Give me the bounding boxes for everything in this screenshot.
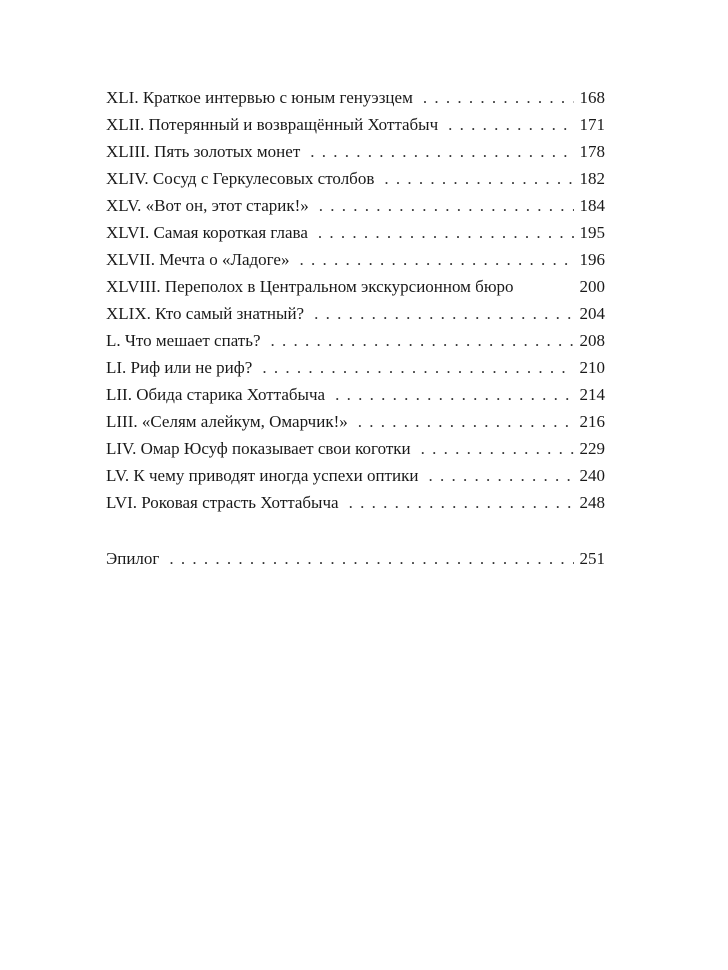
toc-entry-lv bbox=[106, 462, 605, 489]
toc-entry-xliv bbox=[106, 165, 605, 192]
toc-entry-xlix bbox=[106, 300, 605, 327]
dot-leader bbox=[310, 138, 573, 165]
toc-entry-xli bbox=[106, 84, 605, 111]
toc-entry-title: XLVIII. Переполох в Центральном экскурсионном бюро bbox=[106, 277, 514, 296]
toc-entry-page: 216 bbox=[579, 412, 605, 431]
dot-leader bbox=[349, 489, 574, 516]
toc-entry-page: 178 bbox=[579, 142, 605, 161]
toc-entry-title: LI. Риф или не риф? bbox=[106, 358, 253, 377]
toc-epilogue-block bbox=[106, 545, 605, 572]
dot-leader bbox=[271, 327, 574, 354]
toc-entry-title: XLV. «Вот он, этот старик!» bbox=[106, 196, 309, 215]
toc-entry-title: LIII. «Селям алейкум, Омарчик!» bbox=[106, 412, 348, 431]
toc-entry-li bbox=[106, 354, 605, 381]
dot-leader bbox=[314, 300, 573, 327]
dot-leader bbox=[421, 435, 574, 462]
toc-entry-l bbox=[106, 327, 605, 354]
dot-leader bbox=[335, 381, 573, 408]
toc-entry-page: 171 bbox=[579, 115, 605, 134]
toc-entry-xlv bbox=[106, 192, 605, 219]
toc-entry-xlii bbox=[106, 111, 605, 138]
dot-leader bbox=[299, 246, 573, 273]
toc-entry-xliii bbox=[106, 138, 605, 165]
dot-leader bbox=[262, 354, 573, 381]
dot-leader bbox=[423, 84, 574, 111]
toc-entry-title: XLVII. Мечта о «Ладоге» bbox=[106, 250, 290, 269]
toc-entry-title: LV. К чему приводят иногда успехи оптики bbox=[106, 466, 419, 485]
toc-entry-page: 210 bbox=[579, 358, 605, 377]
dot-leader bbox=[169, 545, 573, 572]
toc-entry-title: XLIII. Пять золотых монет bbox=[106, 142, 301, 161]
toc-entry-title: LIV. Омар Юсуф показывает свои коготки bbox=[106, 439, 411, 458]
toc-entry-lvi bbox=[106, 489, 605, 516]
toc-entry-page: 184 bbox=[579, 196, 605, 215]
toc-entry-page: 168 bbox=[579, 88, 605, 107]
toc-entry-xlvii bbox=[106, 246, 605, 273]
dot-leader bbox=[358, 408, 574, 435]
toc-entry-title: XLIX. Кто самый знатный? bbox=[106, 304, 305, 323]
toc-entry-xlvi bbox=[106, 219, 605, 246]
toc-entry-epilogue bbox=[106, 545, 605, 572]
toc-entry-liii bbox=[106, 408, 605, 435]
toc-entry-title: Эпилог bbox=[106, 549, 160, 568]
toc-entry-title: XLIV. Сосуд с Геркулесовых столбов bbox=[106, 169, 375, 188]
toc-entry-page: 240 bbox=[579, 466, 605, 485]
toc-entry-page: 208 bbox=[579, 331, 605, 350]
dot-leader bbox=[428, 462, 573, 489]
dot-leader bbox=[318, 219, 574, 246]
toc-entry-title: LVI. Роковая страсть Хоттабыча bbox=[106, 493, 339, 512]
toc-entry-page: 251 bbox=[579, 549, 605, 568]
toc-entry-title: LII. Обида старика Хоттабыча bbox=[106, 385, 326, 404]
dot-leader bbox=[448, 111, 573, 138]
toc-entry-title: XLVI. Самая короткая глава bbox=[106, 223, 308, 242]
dot-leader bbox=[384, 165, 573, 192]
toc-entry-title: L. Что мешает спать? bbox=[106, 331, 261, 350]
toc-entry-page: 204 bbox=[579, 304, 605, 323]
toc-entry-xlviii bbox=[106, 273, 605, 300]
toc-entry-page: 229 bbox=[579, 439, 605, 458]
toc-entry-liv bbox=[106, 435, 605, 462]
toc-entry-page: 182 bbox=[579, 169, 605, 188]
table-of-contents bbox=[106, 84, 605, 516]
toc-entry-page: 196 bbox=[579, 250, 605, 269]
toc-entry-lii bbox=[106, 381, 605, 408]
toc-entry-title: XLI. Краткое интервью с юным генуэзцем bbox=[106, 88, 413, 107]
toc-entry-page: 214 bbox=[579, 385, 605, 404]
toc-entry-page: 200 bbox=[579, 277, 605, 296]
toc-entry-page: 195 bbox=[579, 223, 605, 242]
toc-entry-page: 248 bbox=[579, 493, 605, 512]
dot-leader bbox=[319, 192, 574, 219]
toc-entry-title: XLII. Потерянный и возвращённый Хоттабыч bbox=[106, 115, 439, 134]
